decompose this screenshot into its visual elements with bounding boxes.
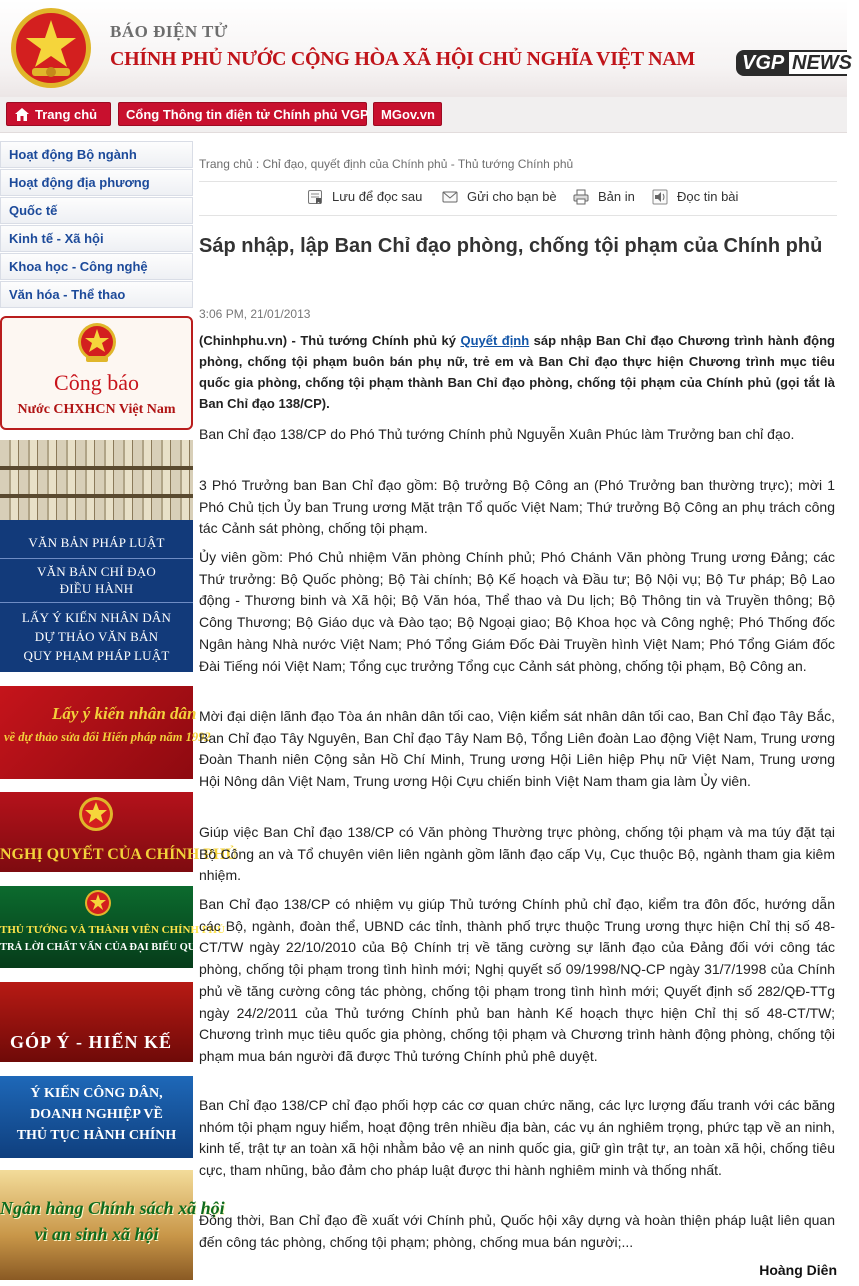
article-title: Sáp nhập, lập Ban Chỉ đạo phòng, chống tội phạm của Chính phủ [199,235,823,257]
thu-tuong-emblem-icon [84,889,112,917]
printer-icon [573,189,589,205]
lead-prefix: (Chinhphu.vn) - Thủ tướng Chính phủ ký [199,333,461,348]
article-paragraph: Giúp việc Ban Chỉ đạo 138/CP có Văn phòng Thường trực phòng, chống tội phạm và ma túy đặt tại Bộ Công an và Tổ chuyên viên liên ngành gồm lãnh đạo cấp Vụ, Cục thuộc Bộ, ngành tham gia kiêm nhiệm. [199,824,835,884]
banner-divider [0,558,193,559]
hien-phap-line1: Lấy ý kiến nhân dân [52,704,197,723]
quy-pham-link[interactable]: QUY PHẠM PHÁP LUẬT [23,648,170,663]
sidebar-item-kinh-te[interactable]: Kinh tế - Xã hội [0,225,193,252]
cong-bao-emblem-icon [77,322,117,364]
y-kien-line1: Ý KIẾN CÔNG DÂN, [30,1086,163,1101]
send-to-friend-label: Gửi cho bạn bè [467,189,557,204]
thu-tuong-line1: THỦ TƯỚNG VÀ THÀNH VIÊN CHÍNH PHỦ [0,924,225,936]
nav-home-label: Trang chủ [35,107,98,122]
article-timestamp: 3:06 PM, 21/01/2013 [199,307,311,321]
vgp-news-logo[interactable] [736,50,852,76]
article-paragraph: Ban Chỉ đạo 138/CP có nhiệm vụ giúp Thủ tướng Chính phủ chỉ đạo, kiểm tra đôn đốc, hướng dẫn các Bộ, ngành, đoàn thể, UBND các tỉnh, thành phố trực thuộc Trung ương thực hiện Chỉ thị số 48-CT/TW ngày 22/10/2010 của Bộ Chính trị về tăng cường sự lãnh đạo của Đảng đối với công tác phòng, chống tội phạm trong tình hình mới; Nghị quyết số 09/1998/NQ-CP ngày 31/7/1998 của Chính phủ về tăng cường công tác phòng, chống tội phạm trong tình hình mới; Quyết định số 282/QĐ-TTg ngày 24/2/2011 của Thủ tướng Chính phủ ban hành Kế hoạch thực hiện Chỉ thị số 48-CT/TW; Chương trình mục tiêu quốc gia phòng, chống tội phạm và Chương trình hành động phòng, chống tội phạm mua bán người đã được Thủ tướng Chính phủ phê duyệt. [199,896,835,1064]
y-kien-line2: DOANH NGHIỆP VỀ [30,1107,163,1122]
sidebar-item-dia-phuong[interactable]: Hoạt động địa phương [0,169,193,196]
nav-home-button[interactable] [6,102,111,126]
van-ban-banner [0,440,193,672]
van-ban-phap-luat-link[interactable]: VĂN BẢN PHÁP LUẬT [28,535,165,550]
quyet-dinh-link[interactable]: Quyết định [460,333,530,348]
article-author: Hoàng Diên [759,1262,837,1278]
ngan-hang-line1: Ngân hàng Chính sách xã hội [0,1198,225,1218]
home-icon [15,108,29,121]
article-paragraph: Ban Chỉ đạo 138/CP chỉ đạo phối hợp các cơ quan chức năng, các lực lượng đấu tranh với các băng nhóm tội phạm nguy hiểm, hoạt động trên nhiều địa bàn, các vụ án nghiêm trọng, phức tạp về an ninh, kinh tế, trật tự an toàn xã hội nhằm bảo vệ an ninh quốc gia, giữ gìn trật tự, an toàn xã hội, chống tiêu cực, tham nhũng, bảo đảm cho pháp luật được thi hành nghiêm minh và thống nhất. [199,1097,835,1179]
y-kien-line3: THỦ TỤC HÀNH CHÍNH [16,1128,177,1143]
article-lead [199,330,835,414]
hien-phap-banner[interactable] [0,686,211,779]
breadcrumb [199,157,573,171]
van-ban-chi-dao-link[interactable]: VĂN BẢN CHỈ ĐẠO [37,564,156,579]
article-paragraph: Mời đại diện lãnh đạo Tòa án nhân dân tối cao, Viện kiểm sát nhân dân tối cao, Ban Chỉ đạo Tây Bắc, Ban Chỉ đạo Tây Nguyên, Ban Chỉ đạo Tây Nam Bộ, Tổng Liên đoàn Lao động Việt Nam, Trung ương Đoàn Thanh niên Cộng sản Hồ Chí Minh, Trung ương Hội Liên hiệp Phụ nữ Việt Nam, Trung ương Hội Nông dân Việt Nam, Trung ương Hội Cựu chiến binh Việt Nam tham gia làm Ủy viên. [199,708,835,790]
vgp-logo-right: NEWS [789,52,859,74]
read-aloud-label: Đọc tin bài [677,189,739,204]
nghi-quyet-label: NGHỊ QUYẾT CỦA CHÍNH PHỦ [0,846,238,863]
breadcrumb-category-link[interactable]: Chỉ đạo, quyết định của Chính phủ - Thủ tướng Chính phủ [262,157,574,171]
banner-divider [0,602,193,603]
bookshelf-image [0,440,193,520]
thu-tuong-line2: TRẢ LỜI CHẤT VẤN CỦA ĐẠI BIỂU QUỐC HỘI [0,942,235,953]
van-ban-dieu-hanh-link[interactable]: ĐIỀU HÀNH [59,581,134,596]
article-paragraph: 3 Phó Trưởng ban Ban Chỉ đạo gồm: Bộ trưởng Bộ Công an (Phó Trưởng ban thường trực); mời 1 Phó Chủ tịch Ủy ban Trung ương Mặt trận Tổ quốc Việt Nam; Thứ trưởng Bộ Công an phụ trách công tác Cảnh sát phòng, chống tội phạm. [199,477,835,537]
cong-bao-title: Công báo [54,370,139,395]
vgp-logo-left: VGP [742,52,785,74]
sidebar-item-khoa-hoc[interactable]: Khoa học - Công nghệ [0,253,193,280]
sidebar-item-bo-nganh[interactable]: Hoạt động Bộ ngành [0,141,193,168]
article-paragraph: Ban Chỉ đạo 138/CP do Phó Thủ tướng Chính phủ Nguyễn Xuân Phúc làm Trưởng ban chỉ đạo. [199,426,795,442]
article-paragraph: Ủy viên gồm: Phó Chủ nhiệm Văn phòng Chính phủ; Phó Chánh Văn phòng Trung ương Đảng; các Thứ trưởng: Bộ Quốc phòng; Bộ Tài chính; Bộ Kế hoạch và Đầu tư; Bộ Nội vụ; Bộ Tư pháp; Bộ Lao động - Thương binh và Xã hội; Bộ Văn hóa, Thể thao và Du lịch; Bộ Thông tin và Truyền thông; Bộ Công Thương; Bộ Giáo dục và Đào tạo; Bộ Ngoại giao; Bộ Khoa học và Công nghệ; Phó Thống đốc Ngân hàng Nhà nước Việt Nam; Phó Tổng Giám Đốc Đài Truyền hình Việt Nam; Phó Tổng Giám đốc Đài Tiếng nói Việt Nam; Tổng cục trưởng Tổng cục Cảnh sát phòng, chống tội phạm, Bộ Công an. [199,549,835,674]
nav-mgov-button[interactable]: MGov.vn [373,102,442,126]
ngan-hang-line2: vì an sinh xã hội [34,1224,159,1244]
divider [199,181,837,182]
du-thao-link[interactable]: DỰ THẢO VĂN BẢN [34,629,159,644]
speaker-icon [652,189,668,205]
nav-vgp-portal-button[interactable]: Cổng Thông tin điện tử Chính phủ VGP [118,102,367,126]
sidebar-item-van-hoa[interactable]: Văn hóa - Thể thao [0,281,193,308]
gop-y-banner[interactable] [0,982,193,1062]
header-subtitle: BÁO ĐIỆN TỬ [110,22,228,41]
thu-tuong-banner[interactable] [0,886,235,968]
cong-bao-banner[interactable] [0,316,193,430]
nghi-quyet-emblem-icon [78,796,114,832]
national-emblem-icon[interactable] [10,6,92,90]
header-title[interactable]: CHÍNH PHỦ NƯỚC CỘNG HÒA XÃ HỘI CHỦ NGHĨA VIỆT NAM [110,48,695,70]
breadcrumb-home-link[interactable]: Trang chủ [199,157,253,171]
top-nav [0,97,847,133]
shelf-band [0,466,193,470]
cong-bao-subtitle: Nước CHXHCN Việt Nam [17,402,176,417]
ngan-hang-banner[interactable] [0,1170,225,1280]
article-paragraph: Đồng thời, Ban Chỉ đạo đề xuất với Chính phủ, Quốc hội xây dựng và hoàn thiện pháp luật liên quan đến công tác phòng, chống tội phạm; phòng, chống mua bán người;... [199,1212,835,1250]
save-for-later-label: Lưu để đọc sau [332,189,423,204]
y-kien-banner[interactable] [0,1076,193,1158]
mail-icon [442,189,458,205]
print-label: Bản in [598,189,635,204]
hien-phap-line2: về dự thảo sửa đổi Hiến pháp năm 1992 [4,730,211,744]
breadcrumb-separator: : [252,157,263,171]
site-header [0,0,852,97]
lead-suffix: sáp nhập Ban Chỉ đạo Chương trình hành động phòng, chống tội phạm buôn bán phụ nữ, trẻ em và Ban Chỉ đạo thực hiện Chương trình mục tiêu quốc gia phòng, chống tội phạm thành Ban Chỉ đạo phòng, chống tội phạm của Chính phủ (gọi tắt là Ban Chỉ đạo 138/CP). [199,333,835,411]
lay-y-kien-link[interactable]: LẤY Ý KIẾN NHÂN DÂN [21,610,172,625]
sidebar [0,141,193,309]
nghi-quyet-banner[interactable] [0,792,238,872]
sidebar-item-quoc-te[interactable]: Quốc tế [0,197,193,224]
shelf-band [0,494,193,498]
bookmark-save-icon [307,189,323,205]
gop-y-label: GÓP Ý - HIẾN KẾ [10,1032,173,1052]
divider [199,215,837,216]
